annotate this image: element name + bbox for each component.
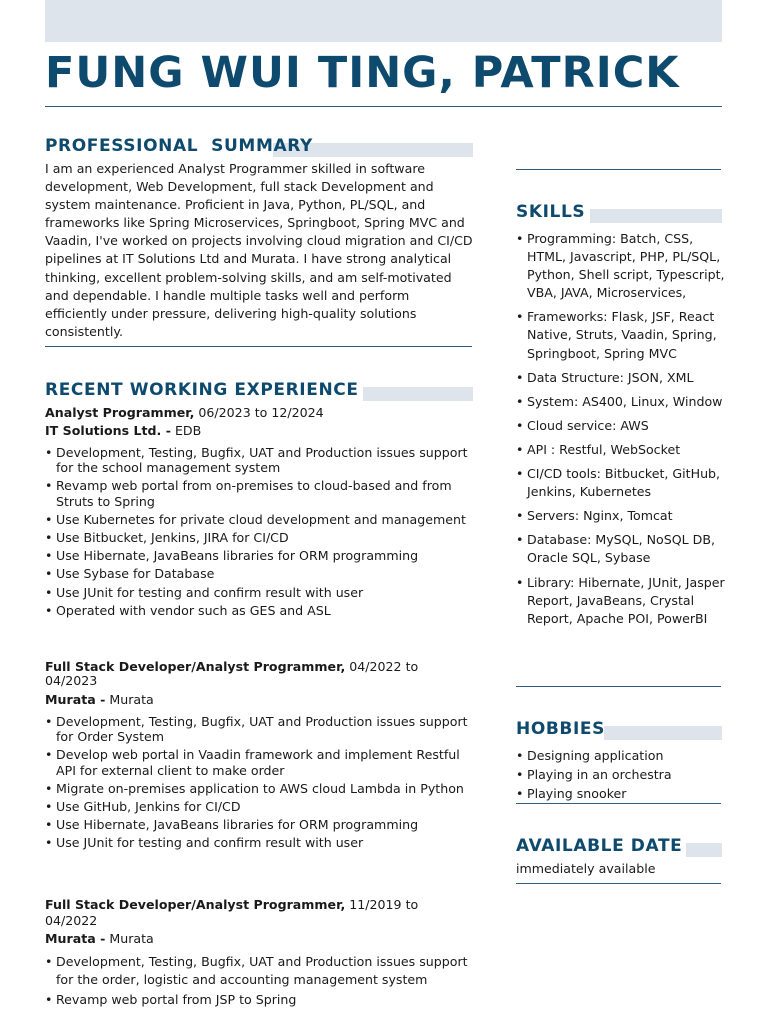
list-item: • Frameworks: Flask, JSF, React Native, Struts, Vaadin, Spring, Springboot, Spring MVC (516, 308, 726, 362)
hobbies-list-wrap (516, 743, 726, 804)
list-item: • Revamp web portal from JSP to Spring (45, 992, 473, 1007)
list-item: • System: AS400, Linux, Window (516, 393, 726, 411)
job-title-line (45, 405, 473, 421)
hobbies-heading (516, 718, 722, 742)
job-dates: 06/2023 to 12/2024 (194, 405, 324, 420)
list-item: • Revamp web portal from on-premises to cloud-based and from Struts to Spring (45, 478, 473, 508)
job-bullets (45, 445, 473, 618)
job-title-line (45, 660, 473, 688)
list-item: • Use Kubernetes for private cloud development and management (45, 512, 473, 527)
available-text: immediately available (516, 861, 656, 876)
available-rule (516, 883, 721, 884)
job-company-short: Murata (105, 692, 154, 707)
list-item: • API : Restful, WebSocket (516, 441, 726, 459)
experience-heading (45, 379, 473, 403)
job-bullets (45, 953, 473, 1007)
skills-heading (516, 201, 722, 225)
hobbies-heading-text: HOBBIES (516, 719, 605, 739)
job-title: Full Stack Developer/Analyst Programmer, (45, 659, 346, 674)
list-item: • Designing application (516, 747, 726, 765)
list-item: • Use JUnit for testing and confirm result with user (45, 585, 473, 600)
list-item: • Playing in an orchestra (516, 766, 726, 784)
job-company-line (45, 692, 473, 708)
hobbies-rule (516, 803, 721, 804)
summary-heading-text: PROFESSIONAL SUMMARY (45, 136, 313, 156)
list-item: • Use Bitbucket, Jenkins, JIRA for CI/CD (45, 530, 473, 545)
summary-text: I am an experienced Analyst Programmer skilled in software development, Web Development, full stack Development and system maintenance. Proficient in Java, Python, PL/SQL, and frameworks like Spring Microservices, Springboot, Spring MVC and Vaadin, I've worked on projects involving cloud migration and CI/CD pipelines at IT Solutions Ltd and Murata. I have strong analytical thinking, excellent problem-solving skills, and am self-motivated and dependable. I handle multiple tasks well and perform efficiently under pressure, delivering high-quality solutions consistently. (45, 161, 473, 339)
job-bullets (45, 714, 473, 851)
list-item: • Use JUnit for testing and confirm result with user (45, 835, 473, 850)
job-company-short: Murata (105, 931, 154, 946)
job-company-line (45, 423, 473, 439)
list-item: • Servers: Nginx, Tomcat (516, 507, 726, 525)
job-dates: 11/2019 to 04/2022 (45, 897, 419, 928)
list-item: • Use Hibernate, JavaBeans libraries for ORM programming (45, 817, 473, 832)
list-item: • Use Hibernate, JavaBeans libraries for ORM programming (45, 548, 473, 563)
job-title-line (45, 897, 473, 929)
summary-heading (45, 135, 473, 159)
candidate-name: FUNG WUI TING, PATRICK (45, 48, 680, 98)
experience-heading-text: RECENT WORKING EXPERIENCE (45, 380, 359, 400)
job-company-short: EDB (170, 423, 202, 438)
job-company: Murata - (45, 931, 106, 946)
skills-heading-text: SKILLS (516, 202, 586, 222)
list-item: • Develop web portal in Vaadin framework and implement Restful API for external client to make order (45, 747, 473, 777)
skills-rule (516, 686, 721, 687)
list-item: • Development, Testing, Bugfix, UAT and Production issues support for Order System (45, 714, 473, 744)
list-item: • Use Sybase for Database (45, 566, 473, 581)
job-entry (45, 405, 473, 621)
job-dates: 04/2022 to 04/2023 (45, 659, 419, 688)
job-entry (45, 897, 473, 1010)
summary-rule (45, 346, 472, 347)
job-title: Full Stack Developer/Analyst Programmer, (45, 897, 346, 912)
header-rule (45, 106, 722, 107)
list-item: • Programming: Batch, CSS, HTML, Javascript, PHP, PL/SQL, Python, Shell script, Typescript, VBA, JAVA, Microservices, (516, 230, 726, 302)
list-item: • CI/CD tools: Bitbucket, GitHub, Jenkins, Kubernetes (516, 465, 726, 501)
job-entry (45, 660, 473, 854)
list-item: • Library: Hibernate, JUnit, Jasper Report, JavaBeans, Crystal Report, Apache POI, PowerBI (516, 574, 726, 628)
skills-list (516, 230, 726, 628)
list-item: • Migrate on-premises application to AWS cloud Lambda in Python (45, 781, 473, 796)
job-company: Murata - (45, 692, 106, 707)
skills-list-wrap (516, 226, 726, 634)
list-item: • Cloud service: AWS (516, 417, 726, 435)
list-item: • Operated with vendor such as GES and ASL (45, 603, 473, 618)
list-item: • Development, Testing, Bugfix, UAT and Production issues support for the school management system (45, 445, 473, 475)
right-top-rule (516, 169, 721, 170)
job-title: Analyst Programmer, (45, 405, 195, 420)
list-item: • Playing snooker (516, 785, 726, 803)
list-item: • Use GitHub, Jenkins for CI/CD (45, 799, 473, 814)
list-item: • Development, Testing, Bugfix, UAT and Production issues support for the order, logistic and accounting management system (45, 953, 473, 989)
job-company-line (45, 931, 473, 947)
available-heading-text: AVAILABLE DATE (516, 836, 683, 856)
header-band (45, 0, 722, 42)
available-heading (516, 835, 722, 859)
job-company: IT Solutions Ltd. - (45, 423, 171, 438)
hobbies-list (516, 747, 726, 803)
list-item: • Database: MySQL, NoSQL DB, Oracle SQL, Sybase (516, 531, 726, 567)
list-item: • Data Structure: JSON, XML (516, 369, 726, 387)
